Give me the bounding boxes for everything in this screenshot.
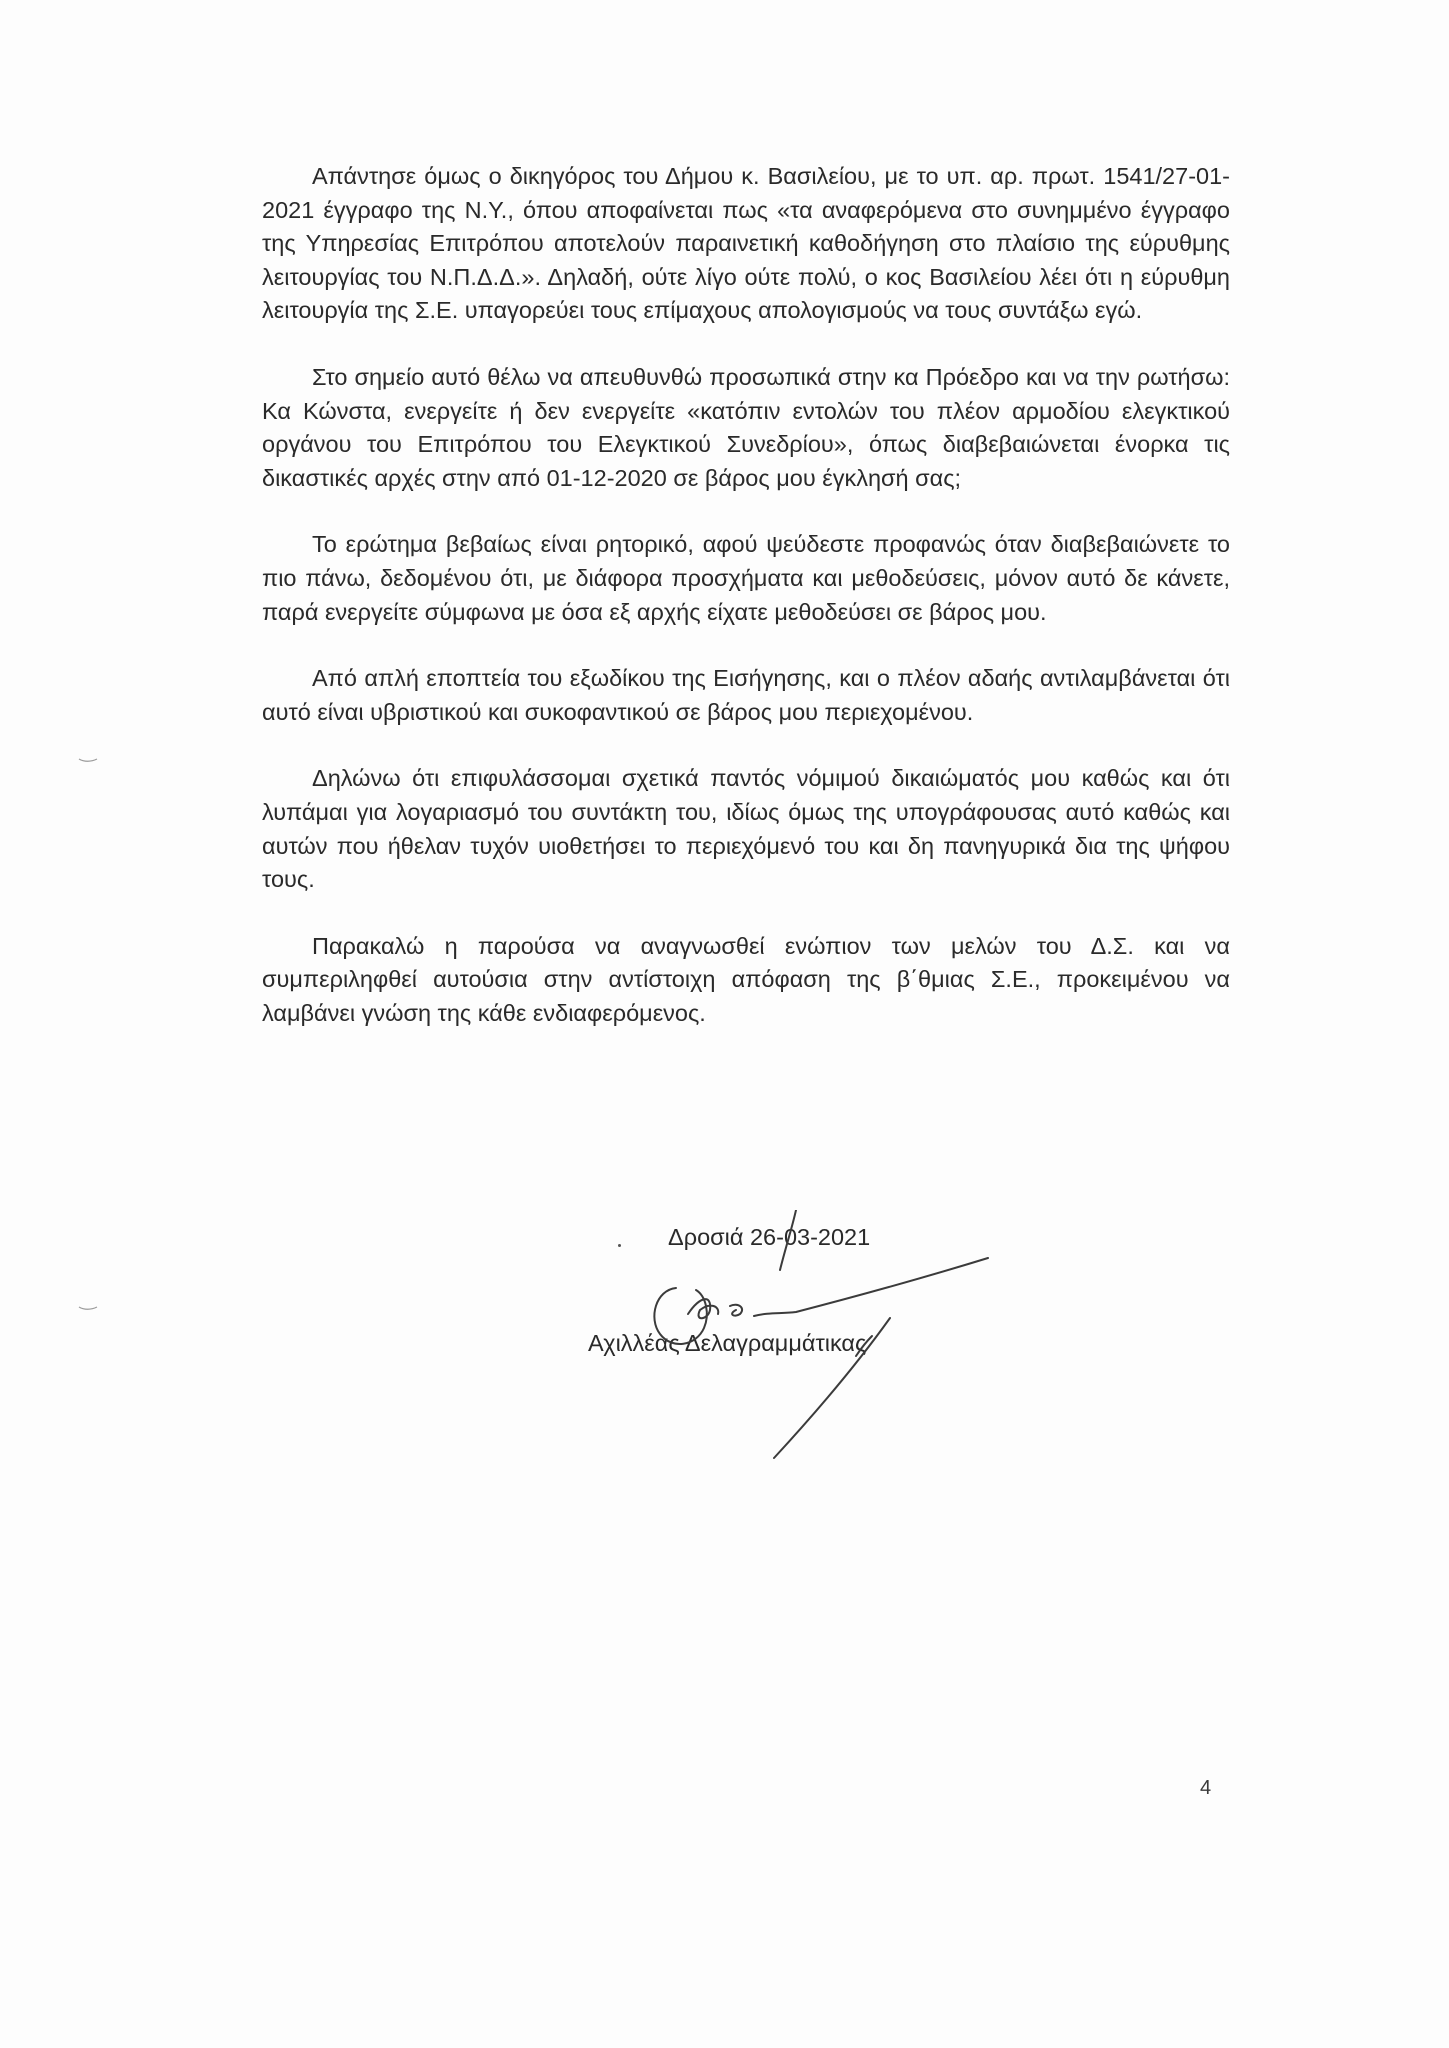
page-number: 4 [1200, 1777, 1212, 1799]
place-date: Δροσιά 26-03-2021 [668, 1224, 871, 1250]
paragraph-2: Στο σημείο αυτό θέλω να απευθυνθώ προσωπικά στην κα Πρόεδρο και να την ρωτήσω: Κα Κώνστα, ενεργείτε ή δεν ενεργείτε «κατόπιν εντολών του πλέον αρμοδίου ελεγκτικού οργάνου του Επιτρόπου του Ελεγκτικού Συνεδρίου», όπως διαβεβαιώνεται ένορκα τις δικαστικές αρχές στην από 01-12-2020 σε βάρος μου έγκλησή σας; [262, 363, 1230, 491]
letter-body [262, 160, 1230, 1063]
scan-artifact [78, 1298, 98, 1304]
paragraph-5: Δηλώνω ότι επιφυλάσσομαι σχετικά παντός νόμιμού δικαιώματός μου καθώς και ότι λυπάμαι για λογαριασμό του συντάκτη του, ιδίως όμως της υπογράφουσας αυτό καθώς και αυτών που ήθελαν τυχόν υιοθετήσει το περιεχόμενό του και δη πανηγυρικά δια της ψήφου τους. [262, 765, 1230, 893]
signer-name: Αχιλλέας Δελαγραμμάτικας [588, 1330, 867, 1356]
paragraph-3: Το ερώτημα βεβαίως είναι ρητορικό, αφού ψεύδεστε προφανώς όταν διαβεβαιώνετε το πιο πάνω, δεδομένου ότι, με διάφορα προσχήματα και μεθοδεύσεις, μόνον αυτό δε κάνετε, παρά ενεργείτε σύμφωνα με όσα εξ αρχής είχατε μεθοδεύσει σε βάρος μου. [262, 531, 1230, 625]
paragraph-6: Παρακαλώ η παρούσα να αναγνωσθεί ενώπιον των μελών του Δ.Σ. και να συμπεριληφθεί αυτούσια στην αντίστοιχη απόφαση της β΄θμιας Σ.Ε., προκειμένου να λαμβάνει γνώση της κάθε ενδιαφερόμενος. [262, 932, 1230, 1026]
signature-block [560, 1210, 1020, 1470]
paragraph-4: Από απλή εποπτεία του εξωδίκου της Εισήγησης, και ο πλέον αδαής αντιλαμβάνεται ότι αυτό είναι υβριστικού και συκοφαντικού σε βάρος μου περιεχομένου. [262, 665, 1230, 725]
scan-artifact [78, 750, 98, 756]
handwritten-signature [560, 1210, 1020, 1470]
paragraph-1: Απάντησε όμως ο δικηγόρος του Δήμου κ. Βασιλείου, με το υπ. αρ. πρωτ. 1541/27-01-2021 έγγραφο της Ν.Υ., όπου αποφαίνεται πως «τα αναφερόμενα στο συνημμένο έγγραφο της Υπηρεσίας Επιτρόπου αποτελούν παραινετική καθοδήγηση στο πλαίσιο της εύρυθμης λειτουργίας του Ν.Π.Δ.Δ.». Δηλαδή, ούτε λίγο ούτε πολύ, ο κος Βασιλείου λέει ότι η εύρυθμη λειτουργία της Σ.Ε. υπαγορεύει τους επίμαχους απολογισμούς να τους συντάξω εγώ. [262, 163, 1230, 324]
